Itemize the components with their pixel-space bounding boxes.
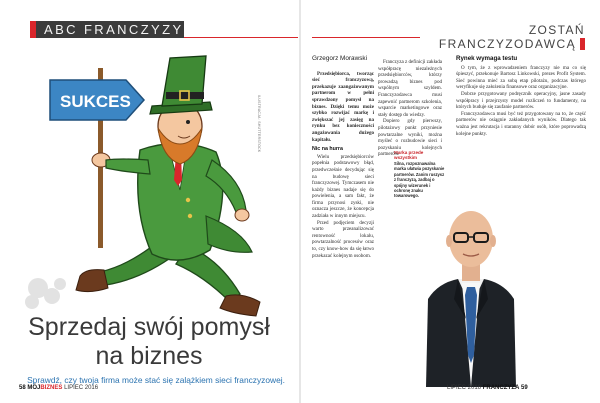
section-label-right: ZOSTAŃ FRANCZYZODAWCĄ [438, 23, 585, 51]
subheading: Rynek wymaga testu [456, 55, 518, 62]
header-accent-bar [30, 21, 36, 38]
header-rule-right [312, 37, 420, 38]
headline-line-1: Sprzedaj swój pomysł [28, 313, 270, 341]
section-label-left: ABC FRANCZYZY [44, 22, 184, 37]
section-name-footer: FRANCZYZA [482, 385, 520, 391]
arm-left [106, 159, 150, 174]
headline-line-2: na biznes [95, 342, 203, 370]
subheading: Nic na hurra [312, 146, 343, 153]
article-column-1 [312, 56, 374, 259]
article-column-2 [378, 56, 442, 158]
page-number-left: 58 [19, 385, 26, 391]
header-rule-left [184, 37, 298, 38]
issue-date-left: LIPIEC 2016 [64, 385, 99, 391]
issue-date-right: LIPIEC 2016 [447, 385, 482, 391]
paragraph: O tym, że z wprowadzeniem franczyzy nie ma co się śpieszyć, przekonuje Bartosz Linkowski, prezes Profit System. Sieć powinna mieć za sobą etap pilotażu, podczas którego weryfikuje się założenia finansowe oraz organizacyjne. [456, 64, 586, 91]
coat-button [186, 198, 190, 202]
sign-text: SUKCES [60, 92, 131, 111]
article-lead: Sprawdź, czy twoja firma może stać się zalążkiem sieci franczyzowej. [27, 375, 285, 385]
paragraph: Dobrze przygotowany podręcznik operacyjny, jasne zasady współpracy i przejrzysty model rozliczeń to fundamenty, na których buduje się zaufanie partnerów. [456, 90, 586, 111]
coat-button [188, 214, 192, 218]
hand-right [235, 209, 249, 221]
ear [446, 235, 452, 247]
article-intro: Przedsiębiorca, tworząc sieć franczyzową, przekazuje zaangażowanym partnerom w pełni sprawdzony pomysł na biznes. Dzięki temu może szybko rozwijać markę i zwiększać jej zasięg na rynku bez konieczności angażowania dużego kapitału. [312, 70, 374, 143]
paragraph: Franczyzodawca musi być też przygotowany na to, że część partnerów nie osiągnie zakładanych wyników. Dlatego tak ważna jest rekrutacja i staranny dobór osób, które poprowadzą kolejne punkty. [456, 110, 586, 137]
footer-right [447, 384, 528, 392]
running-businessman-illustration [20, 40, 290, 335]
back-shoe [76, 270, 108, 292]
paragraph: Franczyza z definicji zakłada współpracę niezależnych przedsiębiorców, którzy prowadzą biznes pod wspólnym szyldem. Franczyzodawca musi zapewnić partnerom szkolenia, wsparcie marketingowe oraz stały dostęp do wiedzy. [378, 59, 442, 118]
section-header-right [420, 23, 585, 51]
dust-cloud [25, 278, 66, 309]
sidebar-title: Marka przede wszystkim [394, 150, 424, 160]
face [449, 211, 493, 267]
portrait-photo [418, 187, 524, 387]
footer-left [19, 384, 98, 392]
page-number-right: 59 [521, 385, 528, 391]
eye [186, 120, 190, 124]
header-accent-bar-right [580, 38, 585, 50]
magazine-name-b: BIZNES [40, 385, 63, 391]
article-headline [0, 313, 298, 371]
sidebar-body: Silna, rozpoznawalna marka ułatwia pozyskanie partnerów. Zanim ruszysz z franczyzą, zadbaj o spójny wizerunek i ochronę znaku towarowego. [394, 161, 445, 199]
ear [490, 235, 496, 247]
hat-band [166, 92, 204, 99]
magazine-name-a: MÓJ [27, 385, 41, 391]
author-name: Grzegorz Morawski [312, 55, 368, 62]
section-header-left [30, 21, 184, 38]
illustration-credit: ILUSTRACJA: SHUTTERSTOCK [257, 95, 261, 153]
paragraph: Wielu przedsiębiorców popełnia podstawowy błąd, przedwcześnie decydując się na budowę sieci franczyzowej. Tymczasem nie każdy biznes nadaje się do powielenia, a sam fakt, że firma przynosi zyski, nie oznacza jeszcze, że koncepcja zadziała w innym miejscu. [312, 153, 374, 220]
article-column-3 [456, 56, 586, 137]
coat-tail [206, 216, 252, 252]
paragraph: Przed podjęciem decyzji warto przeanalizować rentowność lokalu, powtarzalność procesów oraz to, czy know-how da się łatwo przekazać kolejnym osobom. [312, 219, 374, 259]
paragraph: Dopiero gdy pierwszy, pilotażowy punkt przyniesie powtarzalne wyniki, można myśleć o rozbudowie sieci i pozyskaniu kolejnych partnerów. [378, 118, 442, 158]
page-gutter [299, 0, 301, 403]
